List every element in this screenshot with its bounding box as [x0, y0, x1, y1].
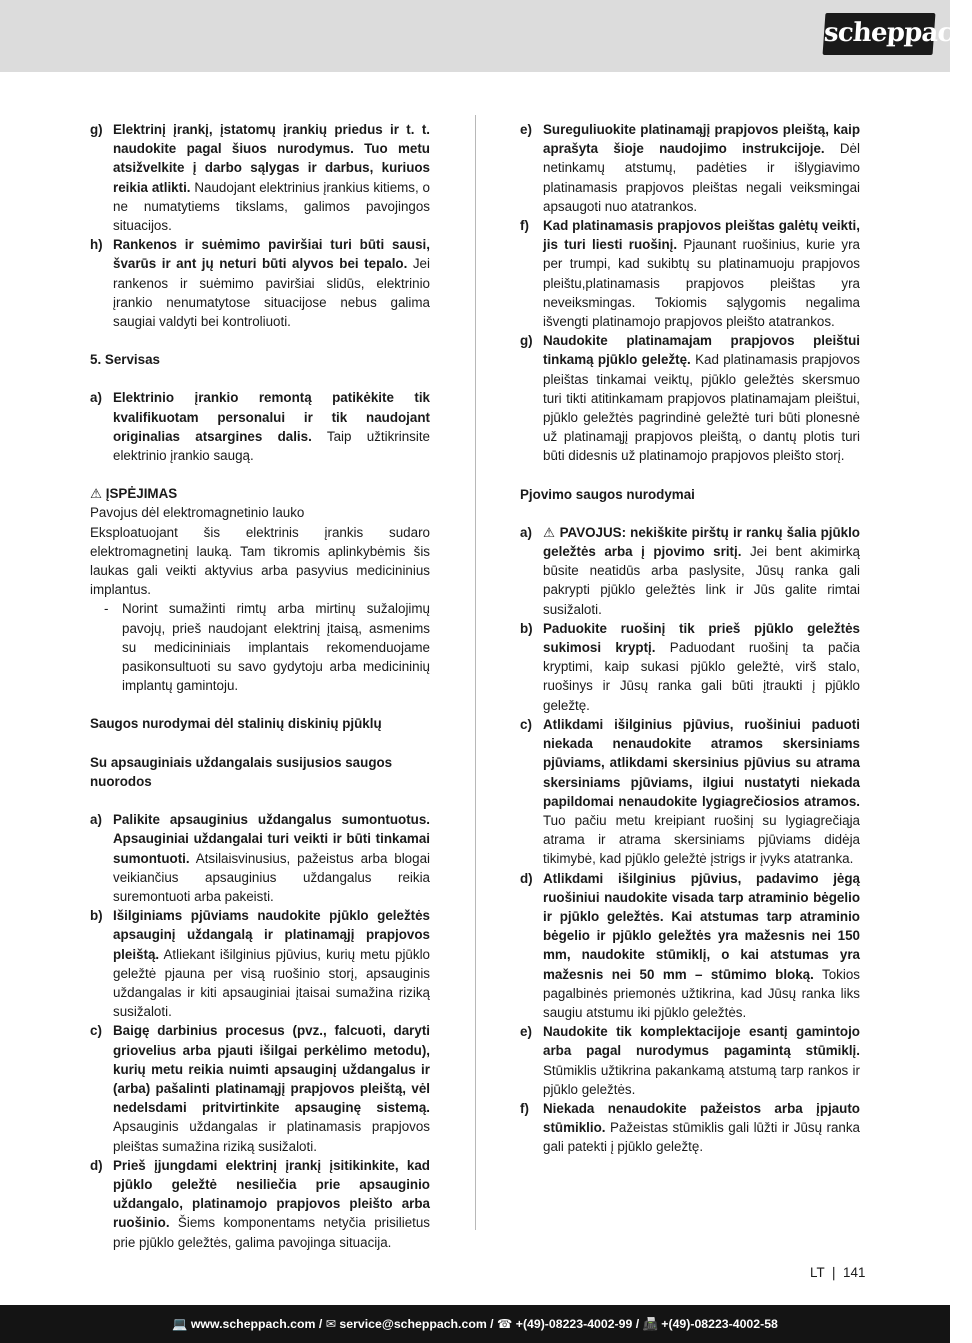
warning-text: Eksploatuojant šis elektrinis įrankis sudaro elektromagnetinį lauką. Tam tikromis aplinkybėmis šis laukas gali veikti aktyvius arba pasyvius medicininius implantus. — [90, 524, 430, 598]
dash-text: Norint sumažinti rimtų arba mirtinų sužalojimų pavojų, prieš naudojant elektrinį įtaisą, asmenims su medicininiais implantais rekomenduojame pasikonsultuoti su savo gydytoju arba medicininių implantų gamintoju. — [122, 601, 430, 694]
footer-email-link[interactable]: service@scheppach.com / — [336, 1317, 498, 1331]
item-bold-text: Niekada nenaudokite pažeistos arba įpjauto stūmiklio. — [543, 1100, 860, 1136]
item-text: Atliekant išilginius pjūvius, kurių metu pjūklo geležtė pjauna per visą ruošinio storį, apsauginis uždangalas ir kiti apsauginiai įtaisai sumažina riziką susižaloti. — [113, 946, 430, 1020]
item-text: Naudojant elektrinius įrankius kitiems, o ne numatytiems tikslams, galimos pavojingos situacijos. — [113, 179, 430, 234]
item-bold-text: Naudokite platinamajam prapjovos pleištui tinkamą pjūklo geležtę. — [543, 333, 860, 368]
dash-mark: - — [104, 601, 109, 617]
list-item-h — [90, 235, 430, 331]
item-text: Stūmiklis užtikrina pakankamą atstumą tarp rankos ir pjūklo geležtės. — [543, 1062, 860, 1097]
item-bold-text: Elektrinio įrankio remontą patikėkite tik kvalifikuotam personalui ir tik naudojant originalias atsargines dalis. — [113, 390, 430, 444]
section-heading-saw: Saugos nurodymai dėl stalinių diskinių pjūklų — [90, 716, 382, 732]
item-text: Kad platinamasis prapjovos pleištas tinkamai veiktų, pjūklo geležtės skersmuo turi tikti atitinkamam prapjovos platinamajam pleištui, pjūklo geležtės pagrindinė geležtė turi būti plonesnė už platinamąjį prapjovos pleištą, o dantų plotis turi būti didesnis už platinamojo prapjovos pleišto storį. — [543, 352, 860, 464]
left-column — [90, 120, 430, 1252]
list-item-cut-f — [520, 1099, 860, 1157]
item-letter: f) — [520, 1100, 529, 1116]
list-item-cut-e — [520, 1022, 860, 1099]
column-divider — [475, 115, 476, 1230]
footer-phone: +(49)-08223-4002-99 / — [512, 1317, 643, 1331]
item-bold-text: Prieš įjungdami elektrinį įrankį įsitikinkite, kad pjūklo geležtė nesiliečia prie apsauginio uždangalo, platinamojo prapjovos pleišto arba ruošinio. — [113, 1157, 430, 1231]
item-bold-text: Palikite apsauginius uždangalus sumontuotus. Apsauginiai uždangalai turi veikti ir būti tinkamai sumontuoti. — [113, 812, 430, 866]
mail-icon: ✉ — [325, 1317, 337, 1331]
warning-title: ĮSPĖJIMAS — [102, 486, 178, 502]
item-letter: g) — [520, 333, 533, 349]
list-item-f — [520, 216, 860, 331]
item-text: Taip užtikrinsite elektrinio įrankio saugą. — [113, 428, 430, 464]
list-item-g — [90, 120, 430, 235]
list-item-service-a — [90, 388, 430, 465]
item-text: Pjaunant ruošinius, kurie yra per trumpi, kad sukibtų su platinamuoju prapjovos pleištu,platinamasis prapjovos pleištas yra neveiksmingas. Tokiomis sąlygomis negalima išvengti platinamojo prapjovos pleišto atatrankos. — [543, 237, 860, 330]
fax-icon: 📠 — [642, 1317, 658, 1331]
list-item-cut-b — [520, 619, 860, 715]
item-text: Apsauginis uždangalas ir platinamasis prapjovos pleištas sumažina riziką susižaloti. — [113, 1119, 430, 1154]
footer-contact-bar — [0, 1305, 950, 1343]
item-letter: g) — [90, 122, 103, 137]
warning-heading — [90, 484, 430, 503]
list-item-g-right — [520, 331, 860, 465]
phone-icon: ☎ — [497, 1317, 513, 1331]
item-bold-text: Naudokite tik komplektacijoje esantį gamintojo arba pagal nurodymus pagamintą stūmiklį. — [543, 1024, 860, 1059]
item-bold-text: Sureguliuokite platinamąjį prapjovos pleištą, kaip aprašyta šioje naudojimo instrukcijoje. — [543, 122, 860, 157]
item-letter: a) — [90, 390, 102, 406]
item-text: Tuo pačiu metu kreipiant ruošinį su lygiagrečiąja atrama ir atrama skersiniams pjūviams didėja tikimybė, kad pjūklo geležtė įstrigs ir įvyks atatranka. — [543, 812, 860, 867]
warning-subtitle: Pavojus dėl elektromagnetinio lauko — [90, 505, 305, 521]
item-text: Šiems komponentams netyčia prisilietus prie pjūklo geležtės, galima pavojinga situacija. — [113, 1215, 430, 1250]
footer-fax: +(49)-08223-4002-58 — [657, 1317, 778, 1331]
item-bold-text: Išilginiams pjūviams naudokite pjūklo geležtės apsauginį uždangalą ir platinamąjį prapjovos pleištą. — [113, 908, 430, 962]
item-bold-text: Elektrinį įrankį, įstatomų įrankių priedus ir t. t. naudokite pagal šiuos nurodymus. Tuo metu atsižvelkite į darbo sąlygas ir darbus, kuriuos reikia atlikti. — [113, 122, 430, 195]
item-bold-text: Baigę darbinius procesus (pvz., falcuoti, daryti griovelius arba pjauti išilgai perkėlimo metodu), kurių metu reikia nuimti apsauginį uždangalus ir (arba) pašalinti platinamąjį prapjovos pleištą, vėl nedelsdami pritvirtinkite apsauginę sistemą. — [113, 1023, 430, 1116]
item-bold-text: Atlikdami išilginius pjūvius, ruošiniui paduoti niekada nenaudokite atramos skersiniams pjūviams, atlikdami skersinius pjūvius su atrama skersiniams pjūviams, ilgiui nustatyti niekada papildomai nenaudokite lygiagrečiosios atramos. — [543, 716, 860, 809]
warning-icon: ⚠ — [543, 524, 556, 540]
item-text: Atsilaisvinusius, pažeistus arba blogai veikiančius apsauginius uždangalus reikia suremontuoti arba pakeisti. — [113, 850, 430, 904]
list-item-cut-d — [520, 869, 860, 1023]
warning-icon: ⚠ — [90, 486, 103, 502]
item-letter: e) — [520, 1024, 532, 1040]
item-text: Dėl netinkamų atstumų, padėties ir išlygiavimo platinamasis prapjovos pleištas negali veiksmingai apsaugoti nuo atatrankos. — [543, 141, 860, 214]
item-bold-text: PAVOJUS: nekiškite pirštų ir rankų šalia pjūklo geležtės arba į pjovimo sritį. — [543, 524, 860, 560]
item-letter: c) — [90, 1023, 102, 1039]
item-bold-text: Paduokite ruošinį tik prieš pjūklo geležtės sukimosi kryptį. — [543, 620, 860, 656]
item-text: Pažeistas stūmiklis gali lūžti ir Jūsų ranka gali patekti į pjūklo geležtę. — [543, 1120, 860, 1155]
list-item-e — [520, 120, 860, 216]
item-letter: e) — [520, 122, 532, 137]
list-item-c — [90, 1021, 430, 1155]
item-letter: h) — [90, 237, 103, 253]
section-heading-service: 5. Servisas — [90, 352, 160, 368]
item-letter: b) — [90, 908, 103, 924]
item-letter: a) — [90, 812, 102, 828]
list-item-cut-c — [520, 715, 860, 869]
item-text: Tokios pagalbinės priemonės užtikrina, kad Jūsų ranka liks saugiu atstumu iki pjūklo geležtės. — [543, 966, 860, 1020]
computer-icon: 💻 — [172, 1317, 188, 1331]
item-letter: a) — [520, 524, 532, 540]
header-band — [0, 0, 950, 72]
item-bold-text: Kad platinamasis prapjovos pleištas galėtų veikti, jis turi liesti ruošinį. — [543, 218, 860, 253]
item-letter: d) — [90, 1157, 103, 1173]
item-text: Paduodant ruošinį ta pačia kryptimi, kaip sukasi pjūklo geležtė, virš stalo, ruošinys ir Jūsų ranka gali būti įtraukti į pjūklo geležtę. — [543, 640, 860, 713]
right-column — [520, 120, 860, 1157]
list-item-b — [90, 906, 430, 1021]
item-letter: d) — [520, 870, 533, 886]
list-item-a — [90, 810, 430, 906]
item-bold-text: Rankenos ir suėmimo paviršiai turi būti sausi, švarūs ir ant jų neturi būti alyvos bei tepalo. — [113, 237, 430, 272]
list-item-d — [90, 1156, 430, 1252]
warning-dash-item — [90, 599, 430, 695]
scheppach-logo: scheppach — [823, 13, 936, 55]
item-text: Jei bent akimirką būsite neatidūs arba paslysite, Jūsų ranka gali pakrypti pjūklo geležtės link ir Jūs galite rimtai susižaloti. — [543, 544, 860, 617]
item-letter: f) — [520, 218, 529, 234]
item-text: Jei rankenos ir suėmimo paviršiai slidūs, elektrinio įrankio nenumatytose situacijose nebus galima saugiai valdyti bei kontroliuoti. — [113, 256, 430, 330]
section-heading-guard: Su apsauginiais uždangalais susijusios saugos nuorodos — [90, 754, 393, 789]
list-item-cut-a — [520, 523, 860, 619]
item-letter: b) — [520, 620, 533, 636]
item-bold-text: Atlikdami išilginius pjūvius, padavimo jėgą ruošiniui naudokite visada tarp atraminio bėgelio ir pjūklo geležtės. Kai atstumas tarp atraminio bėgelio ir pjūklo geležtės yra mažesnis nei 150 mm, naudokite stūmiklį, o kai atstumas yra mažesnis nei 50 mm – stūmimo bloką. — [543, 870, 860, 982]
item-letter: c) — [520, 716, 532, 732]
page-number: LT ❘ 141 — [810, 1265, 866, 1280]
footer-website-link[interactable]: www.scheppach.com / — [187, 1317, 326, 1331]
section-heading-cut: Pjovimo saugos nurodymai — [520, 486, 695, 502]
